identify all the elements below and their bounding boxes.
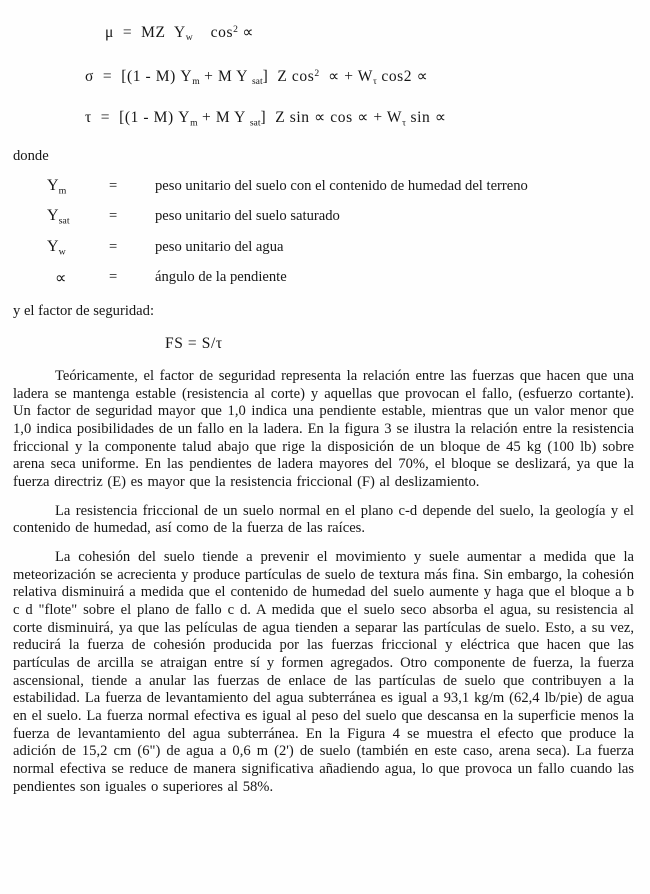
paragraph-safety-factor-explanation: Teóricamente, el factor de seguridad representa la relación entre las fuerzas que hacen que una ladera se mantenga estable (resistencia al corte) y aquellas que provocan el fallo, (esfuerzo cortante). Un factor de seguridad mayor que 1,0 indica una pendiente estable, mientras que un valor menor que 1,0 indica posibilidades de un fallo en la ladera. En la figura 3 se ilustra la relación entre la resistencia friccional y la componente talud abajo que rige la disposición de un bloque de 45 kg (100 lb) sobre arena seca uniforme. En las pendientes de ladera mayores del 70%, el bloque se deslizará, ya que la fuerza directriz (E) es mayor que la resistencia friccional (F) al deslizamiento. xyxy=(13,368,634,491)
definition-symbol-alpha: ∝ xyxy=(47,270,67,288)
definition-text: ángulo de la pendiente xyxy=(155,269,287,286)
formula-pore-pressure-mu: μ = MZ $Y_w$ $\cos^2$ ∝ xyxy=(105,23,255,44)
definition-row-gamma-m xyxy=(13,177,634,196)
definition-row-gamma-sat xyxy=(13,207,634,226)
definition-text: peso unitario del suelo con el contenido de humedad del terreno xyxy=(155,177,528,194)
equals-sign: = xyxy=(109,238,118,255)
paragraph-soil-cohesion: La cohesión del suelo tiende a prevenir el movimiento y suele aumentar a medida que la meteorización se acrecienta y produce partículas de suelo de textura más fina. Sin embargo, la cohesión relativa disminuirá a medida que el contenido de humedad del suelo aumente y haga que el bloque a b c d "flote" sobre el plano de fallo c d. A medida que el suelo seco absorba el agua, su resistencia al corte disminuirá, ya que las películas de agua tienden a separar las partículas de suelo. Esto, a su vez, reducirá la fuerza de cohesión producida por las fuerzas friccional y eléctrica que hacen que las partículas de arcilla se atraigan entre sí y formen agregados. Otro componente de fuerza, la fuerza ascensional, tiende a anular las fuerzas de enlace de las partículas de suelo que contribuyen a la estabilidad. La fuerza de levantamiento del agua subterránea es igual a 93,1 kg/m (62,4 lb/pie) de agua en el suelo. La fuerza normal efectiva es igual al peso del suelo que descansa en la superficie menos la fuerza de levantamiento del agua subterránea. En la Figura 4 se muestra el efecto que produce la adición de 15,2 cm (6") de agua a 0,6 m (2') de suelo (también en este caso, arena seca). La fuerza normal efectiva se reduce de manera significativa añadiendo agua, lo que provoca un fallo cuando las pendientes son iguales o superiores al 58%. xyxy=(13,548,634,795)
definition-row-gamma-w xyxy=(13,238,634,257)
definition-text: peso unitario del agua xyxy=(155,238,284,255)
definition-symbol-gamma-m: $Y_m$ xyxy=(47,176,67,197)
equals-sign: = xyxy=(109,269,118,286)
definition-symbol-gamma-sat: $Y_{sat}$ xyxy=(47,207,70,227)
definition-text: peso unitario del suelo saturado xyxy=(155,208,340,225)
equals-sign: = xyxy=(109,177,118,194)
definitions-list xyxy=(13,177,634,288)
formula-normal-stress-sigma: σ = [(1 - M) $Y_m + M$ Y $_{sat}$] Z $\cos^2$ ∝ + $W_\tau$ cos2 ∝ xyxy=(85,67,429,88)
equals-sign: = xyxy=(109,208,118,225)
safety-factor-formula: FS = S/τ xyxy=(165,335,223,353)
where-label: donde xyxy=(13,147,49,164)
safety-factor-intro: y el factor de seguridad: xyxy=(13,303,155,320)
definition-symbol-gamma-w: $Y_w$ xyxy=(47,237,66,258)
definition-row-alpha xyxy=(13,268,634,288)
formula-block xyxy=(85,12,634,142)
paragraph-frictional-resistance: La resistencia friccional de un suelo normal en el plano c-d depende del suelo, la geología y el contenido de humedad, así como de la fuerza de las raíces. xyxy=(13,502,634,537)
formula-shear-stress-tau: τ = [(1 - M) $Y_m + M$ Y $_{sat}$] Z sin ∝ cos ∝ + $W_\tau$ sin ∝ xyxy=(85,109,447,129)
